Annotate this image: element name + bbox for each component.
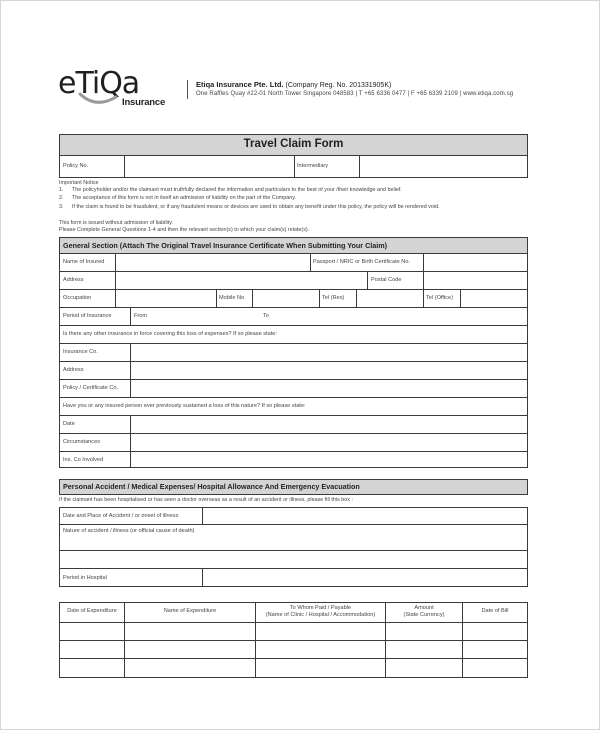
from-label: From — [134, 313, 148, 319]
circumstances-label: Circumstances — [63, 439, 100, 445]
expenditure-cell-r3-name[interactable] — [125, 659, 255, 677]
to-label: To — [263, 313, 269, 319]
intermediary-field[interactable] — [360, 156, 527, 177]
col-header-date-of-bill: Date of Bill — [481, 608, 509, 614]
logo-wordmark: eTiQa — [58, 66, 140, 101]
nature-of-accident-field-continued[interactable] — [60, 551, 527, 568]
divider — [216, 290, 217, 307]
divider — [294, 156, 295, 177]
accident-instruction: If the claimant has been hospitalised or has seen a doctor overseas as a result of an accident or illness, please fill this box : — [59, 497, 353, 503]
other-insurance-question: Is there any other insurance in force covering this loss of expenses? If so please state: — [63, 331, 277, 337]
expenditure-cell-r3-paid-to[interactable] — [256, 659, 385, 677]
logo-subtitle: Insurance — [122, 97, 166, 108]
form-title: Travel Claim Form — [243, 138, 344, 150]
insurance-co-field[interactable] — [131, 344, 527, 361]
tel-res-field[interactable] — [357, 290, 423, 307]
postal-code-field[interactable] — [424, 272, 527, 289]
row-divider — [59, 325, 528, 326]
divider — [310, 254, 311, 271]
company-name: Etiqa Insurance Pte. Ltd. — [196, 80, 284, 89]
expenditure-cell-r3-date[interactable] — [60, 659, 124, 677]
ins-co-involved-field[interactable] — [131, 452, 527, 468]
notice-item-3: 3. If the claim is found to be fraudulent, or if any fraudulent means or devices are used to obtain any benefit under this policy, the policy will be rendered void. — [59, 204, 440, 210]
expenditure-cell-r1-name[interactable] — [125, 623, 255, 640]
row-divider — [59, 524, 528, 525]
company-info — [187, 80, 513, 99]
period-of-insurance-label: Period of Insurance — [63, 313, 112, 319]
row-divider — [59, 397, 528, 398]
col-header-amount: Amount (State Currency) — [403, 605, 445, 618]
expenditure-cell-r1-paid-to[interactable] — [256, 623, 385, 640]
divider — [367, 272, 368, 289]
expenditure-cell-r3-amount[interactable] — [386, 659, 462, 677]
circumstances-field[interactable] — [131, 434, 527, 451]
expenditure-cell-r3-bill-date[interactable] — [463, 659, 527, 677]
expenditure-cell-r2-paid-to[interactable] — [256, 641, 385, 658]
period-to-field[interactable] — [276, 308, 526, 325]
expenditure-cell-r2-amount[interactable] — [386, 641, 462, 658]
previous-loss-question: Have you or any insured person ever previously sustained a loss of this nature? If so please state: — [63, 403, 306, 409]
accident-section-title: Personal Accident / Medical Expenses/ Hospital Allowance And Emergency Evacuation — [63, 482, 360, 491]
occupation-field[interactable] — [116, 290, 216, 307]
address-field[interactable] — [116, 272, 367, 289]
period-in-hospital-field[interactable] — [203, 569, 527, 587]
expenditure-cell-r2-name[interactable] — [125, 641, 255, 658]
policy-certificate-field[interactable] — [131, 380, 527, 397]
issued-notice: This form is issued without admission of liability. — [59, 220, 174, 226]
occupation-label: Occupation — [63, 295, 92, 301]
name-of-insured-label: Name of Insured — [63, 259, 105, 265]
other-insurer-address-field[interactable] — [131, 362, 527, 379]
nature-of-accident-field[interactable] — [60, 536, 527, 550]
insurance-co-label: Insurance Co. — [63, 349, 98, 355]
divider — [319, 290, 320, 307]
divider — [423, 290, 424, 307]
nature-of-accident-label: Nature of accident / illness (or official cause of death) — [63, 528, 195, 534]
expenditure-cell-r1-date[interactable] — [60, 623, 124, 640]
address-label: Address — [63, 277, 84, 283]
postal-code-label: Postal Code — [371, 277, 402, 283]
passport-label: Passport / NRIC or Birth Certificate No. — [313, 259, 410, 265]
passport-field[interactable] — [424, 254, 527, 271]
notice-item-2: 2. The acceptance of this form is not in itself an admission of liability on the part of the Company. — [59, 195, 297, 201]
instruction-text: Please Complete General Questions 1-4 and then the relevant section(s) to which your claim(s) relate(s). — [59, 227, 310, 233]
period-from-field[interactable] — [151, 308, 261, 325]
etiqa-logo — [58, 66, 178, 113]
policy-no-field[interactable] — [125, 156, 294, 177]
policy-no-label: Policy No. — [63, 163, 89, 169]
col-header-name-of-expenditure: Name of Expenditure — [163, 608, 217, 614]
expenditure-cell-r1-bill-date[interactable] — [463, 623, 527, 640]
expenditure-cell-r1-amount[interactable] — [386, 623, 462, 640]
date-place-accident-label: Date and Place of Accident / or onset of illness — [63, 513, 179, 519]
expenditure-cell-r2-bill-date[interactable] — [463, 641, 527, 658]
intermediary-label: Intermediary — [297, 163, 329, 169]
mobile-label: Mobile No — [219, 295, 245, 301]
divider — [130, 308, 131, 325]
mobile-field[interactable] — [253, 290, 319, 307]
company-address: One Raffles Quay #22-01 North Tower Singapore 048583 | T +65 6336 0477 | F +65 6339 2109 | www.etiqa.com.sg — [196, 91, 514, 97]
date-place-accident-field[interactable] — [203, 508, 527, 524]
date-label: Date — [63, 421, 75, 427]
tel-office-label: Tel (Office) — [426, 295, 453, 301]
general-section-title: General Section (Attach The Original Travel Insurance Certificate When Submitting Your Claim) — [63, 241, 388, 250]
loss-date-field[interactable] — [131, 416, 527, 433]
ins-co-involved-label: Ins. Co Involved — [63, 457, 104, 463]
notice-item-1: 1. The policyholder and/or the claimant must truthfully declared the information and particulars to the best of your /their knowledge and belief. — [59, 187, 402, 193]
expenditure-cell-r2-date[interactable] — [60, 641, 124, 658]
logo-smile-icon — [78, 91, 118, 107]
company-reg: (Company Reg. No. 201331905K) — [285, 82, 392, 89]
col-header-date-of-expenditure: Date of Expenditure — [67, 608, 117, 614]
name-of-insured-field[interactable] — [116, 254, 310, 271]
period-in-hospital-label: Period in Hospital — [63, 575, 107, 581]
tel-office-field[interactable] — [461, 290, 527, 307]
other-insurer-address-label: Address — [63, 367, 84, 373]
policy-certificate-label: Policy / Certificate Co. — [63, 385, 119, 391]
col-header-to-whom-paid: To Whom Paid / Payable (Name of Clinic / Hospital / Accommodation) — [265, 605, 376, 618]
notice-heading: Important Notice — [59, 180, 99, 186]
tel-res-label: Tel (Res) — [322, 295, 345, 301]
